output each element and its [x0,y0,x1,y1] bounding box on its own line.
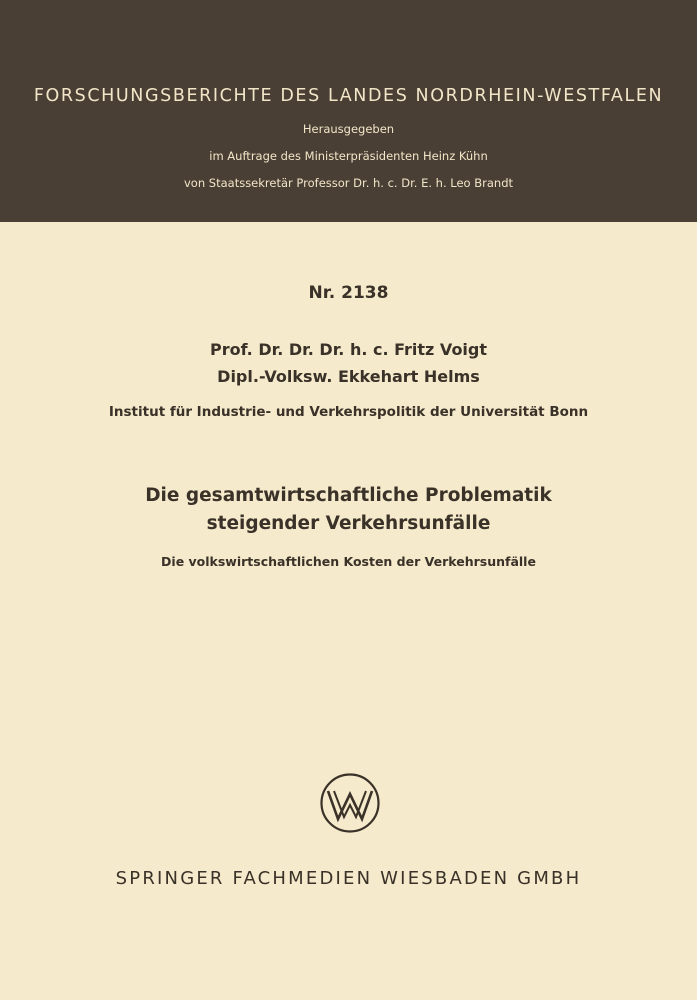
report-number: Nr. 2138 [308,283,389,303]
author-helms: Dipl.-Volksw. Ekkehart Helms [217,367,480,386]
publisher-name: SPRINGER FACHMEDIEN WIESBADEN GMBH [115,868,582,889]
westdeutscher-verlag-ww-logo-icon [319,772,381,834]
institute-affiliation: Institut für Industrie- und Verkehrspolitik der Universität Bonn [108,404,589,420]
series-title: FORSCHUNGSBERICHTE DES LANDES NORDRHEIN-WESTFALEN [33,86,664,106]
book-title-line-1: Die gesamtwirtschaftliche Problematik [145,485,552,506]
author-voigt: Prof. Dr. Dr. Dr. h. c. Fritz Voigt [209,340,488,359]
editor-line-published: Herausgegeben [302,122,395,136]
header-band [0,0,697,222]
book-title-line-2: steigender Verkehrsunfälle [206,513,491,534]
editor-line-commission: im Auftrage des Ministerpräsidenten Heinz Kühn [209,149,488,163]
editor-line-secretary: von Staatssekretär Professor Dr. h. c. Dr. E. h. Leo Brandt [184,176,513,190]
book-subtitle: Die volkswirtschaftlichen Kosten der Verkehrsunfälle [161,554,536,569]
